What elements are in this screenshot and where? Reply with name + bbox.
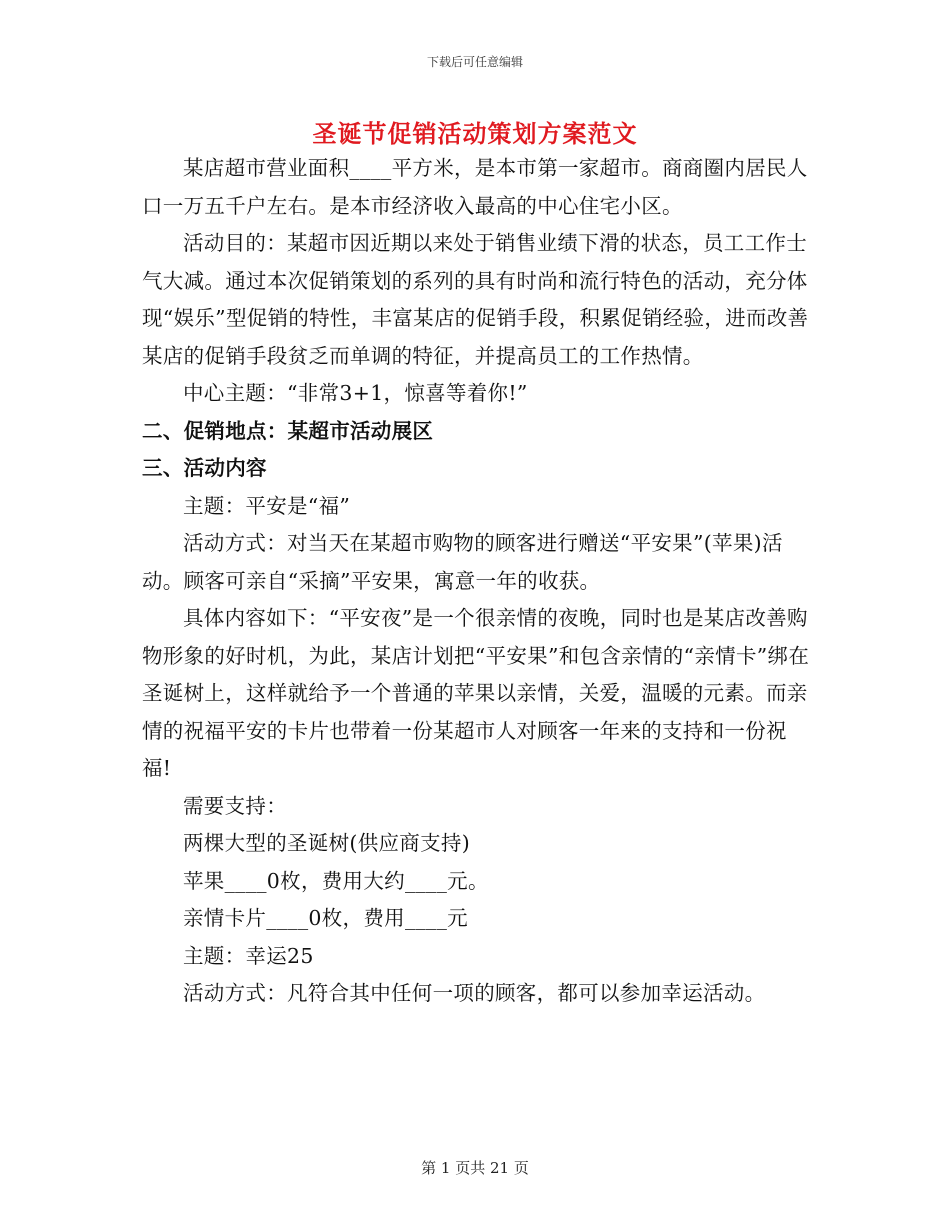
page-header: 下载后可任意编辑 <box>426 55 523 69</box>
paragraph-support-cards: 亲情卡片____0枚，费用____元 <box>183 906 468 930</box>
paragraph-support-label: 需要支持： <box>183 793 287 818</box>
paragraph-intro: 某店超市营业面积____平方米，是本市第一家超市。商商圈内居民人口一万五千户左右。是本市经济收入最高的中心住宅小区。 <box>142 156 808 218</box>
document-title: 圣诞节促销活动策划方案范文 <box>312 120 638 148</box>
section-heading-location: 二、促销地点：某超市活动展区 <box>142 418 434 443</box>
paragraph-subtheme-safety: 主题：平安是“福” <box>183 493 351 518</box>
paragraph-support-trees: 两棵大型的圣诞树(供应商支持) <box>183 831 470 855</box>
paragraph-lucky-method: 活动方式：凡符合其中任何一项的顾客，都可以参加幸运活动。 <box>183 981 766 1005</box>
section-heading-content: 三、活动内容 <box>142 456 267 480</box>
paragraph-support-apples: 苹果____0枚，费用大约____元。 <box>183 868 489 893</box>
document-body <box>142 150 810 1013</box>
page-footer: 第 1 页共 21 页 <box>421 1159 529 1177</box>
paragraph-purpose: 活动目的：某超市因近期以来处于销售业绩下滑的状态，员工工作士气大减。通过本次促销策划的系列的具有时尚和流行特色的活动，充分体现“娱乐”型促销的特性，丰富某店的促销手段，积累促销经验，进而改善某店的促销手段贫乏而单调的特征，并提高员工的工作热情。 <box>142 231 809 368</box>
paragraph-details: 具体内容如下：“平安夜”是一个很亲情的夜晚，同时也是某店改善购物形象的好时机，为此，某店计划把“平安果”和包含亲情的“亲情卡”绑在圣诞树上，这样就给予一个普通的苹果以亲情，关爱，温暖的元素。而亲情的祝福平安的卡片也带着一份某超市人对顾客一年来的支持和一份祝福! <box>142 606 810 780</box>
paragraph-subtheme-lucky: 主题：幸运25 <box>183 943 314 968</box>
paragraph-theme: 中心主题：“非常3+1，惊喜等着你!” <box>183 381 528 405</box>
paragraph-activity-method: 活动方式：对当天在某超市购物的顾客进行赠送“平安果”(苹果)活动。顾客可亲自“采摘”平安果，寓意一年的收获。 <box>142 531 783 593</box>
